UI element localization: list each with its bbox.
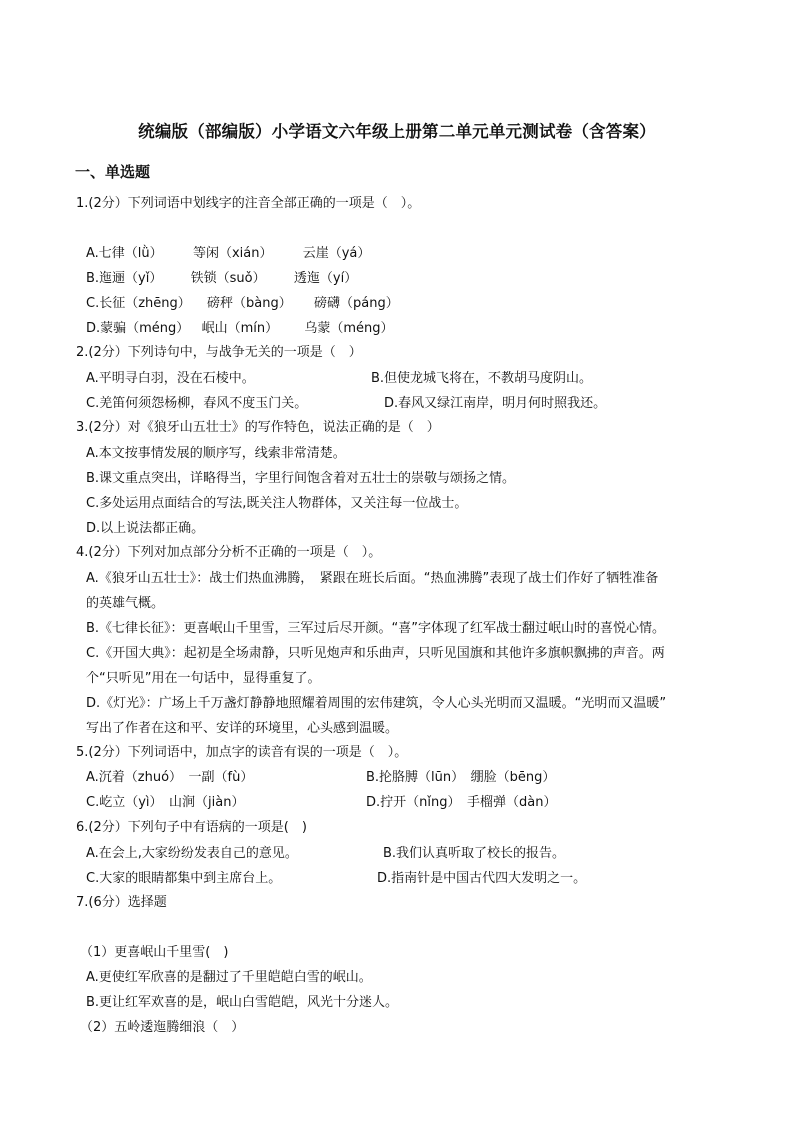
q1-b-3: 透迤（yí）: [293, 271, 358, 286]
q3-stem: 3.(2分）对《狼牙山五壮士》的写作特色，说法正确的是（ ）: [76, 420, 440, 435]
q3-option-b: B.课文重点突出，详略得当，字里行间饱含着对五壮士的崇敬与颂扬之情。: [86, 471, 516, 486]
q1-c-2: 磅秤（bàng）: [207, 296, 292, 311]
q7-sub1: （1）更喜岷山千里雪( ): [80, 945, 229, 960]
q1-c-3: 磅礴（páng）: [314, 296, 399, 311]
q5-option-d: D.拧开（nǐng） 手榴弹（dàn）: [366, 795, 557, 810]
q1-b-1: B.迤逦（yǐ）: [86, 271, 163, 286]
q5-option-c: C.屹立（yì） 山涧（jiàn）: [86, 795, 245, 810]
q4-option-b: B.《七律长征》：更喜岷山千里雪，三军过后尽开颜。“喜”字体现了红军战士翻过岷山时的喜悦心情。: [86, 621, 666, 636]
q1-option-b: [86, 270, 357, 288]
q4-option-c: C.《开国大典》：起初是全场肃静，只听见炮声和乐曲声，只听见国旗和其他许多旗帜飘拂的声音。两: [86, 646, 665, 661]
q4-option-a-cont: 的英雄气概。: [86, 596, 165, 611]
q2-option-d: D.春风又绿江南岸，明月何时照我还。: [384, 396, 607, 411]
q1-option-d: [86, 320, 394, 338]
q7-sub1-option-b: B.更让红军欢喜的是，岷山白雪皑皑，风光十分迷人。: [86, 995, 399, 1010]
q5-stem: 5.(2分）下列词语中，加点字的读音有误的一项是（ ）。: [76, 745, 408, 760]
q1-d-3: 乌蒙（méng）: [304, 321, 394, 336]
q2-option-b: B.但使龙城飞将在，不教胡马度阴山。: [371, 371, 593, 386]
q1-d-2: 岷山（mín）: [201, 321, 279, 336]
q4-option-d: D.《灯光》：广场上千万盏灯静静地照耀着周围的宏伟建筑，令人心头光明而又温暖。“光明而又温暖”: [86, 696, 667, 711]
q6-option-d: D.指南针是中国古代四大发明之一。: [377, 871, 587, 886]
q4-option-d-cont: 写出了作者在这和平、安详的环境里，心头感到温暖。: [86, 721, 399, 736]
q6-stem: 6.(2分）下列句子中有语病的一项是( ): [76, 820, 307, 835]
section-heading: 一、单选题: [75, 163, 151, 181]
q1-a-1: A.七律（lǜ）: [86, 246, 163, 261]
q4-option-c-cont: 个“只听见”用在一句话中，显得重复了。: [86, 671, 321, 686]
q3-option-d: D.以上说法都正确。: [86, 521, 205, 536]
q2-option-a: A.平明寻白羽，没在石棱中。: [86, 371, 255, 386]
page-title: 统编版（部编版）小学语文六年级上册第二单元单元测试卷（含答案）: [138, 122, 656, 141]
q7-sub2: （2）五岭逶迤腾细浪（ ）: [80, 1020, 245, 1035]
q1-c-1: C.长征（zhēng）: [86, 296, 191, 311]
q4-option-a: A.《狼牙山五壮士》：战士们热血沸腾， 紧跟在班长后面。“热血沸腾”表现了战士们作好了牺牲准备: [86, 571, 659, 586]
q7-sub1-option-a: A.更使红军欣喜的是翻过了千里皑皑白雪的岷山。: [86, 970, 372, 985]
q2-option-c: C.羌笛何须怨杨柳，春风不度玉门关。: [86, 396, 308, 411]
q7-stem: 7.(6分）选择题: [76, 895, 167, 910]
q3-option-a: A.本文按事情发展的顺序写，线索非常清楚。: [86, 446, 346, 461]
q1-stem: 1.(2分）下列词语中划线字的注音全部正确的一项是（ ）。: [76, 196, 421, 211]
q1-a-3: 云崖（yá）: [302, 246, 371, 261]
q1-option-c: [86, 295, 399, 313]
q5-option-a: A.沉着（zhuó） 一副（fù）: [86, 770, 254, 785]
q1-d-1: D.蒙骗（méng）: [86, 321, 190, 336]
q1-b-2: 铁锁（suǒ）: [190, 271, 266, 286]
q5-option-b: B.抡胳膊（lūn） 绷脸（bēng）: [366, 770, 556, 785]
q6-option-a: A.在会上,大家纷纷发表自己的意见。: [86, 846, 298, 861]
q1-option-a: [86, 245, 370, 263]
q1-a-2: 等闲（xián）: [192, 246, 273, 261]
q6-option-c: C.大家的眼睛都集中到主席台上。: [86, 871, 282, 886]
q4-stem: 4.(2分）下列对加点部分分析不正确的一项是（ ）。: [76, 545, 382, 560]
q6-option-b: B.我们认真听取了校长的报告。: [383, 846, 566, 861]
q3-option-c: C.多处运用点面结合的写法,既关注人物群体，又关注每一位战士。: [86, 496, 468, 511]
q2-stem: 2.(2分）下列诗句中，与战争无关的一项是（ ）: [76, 345, 362, 360]
